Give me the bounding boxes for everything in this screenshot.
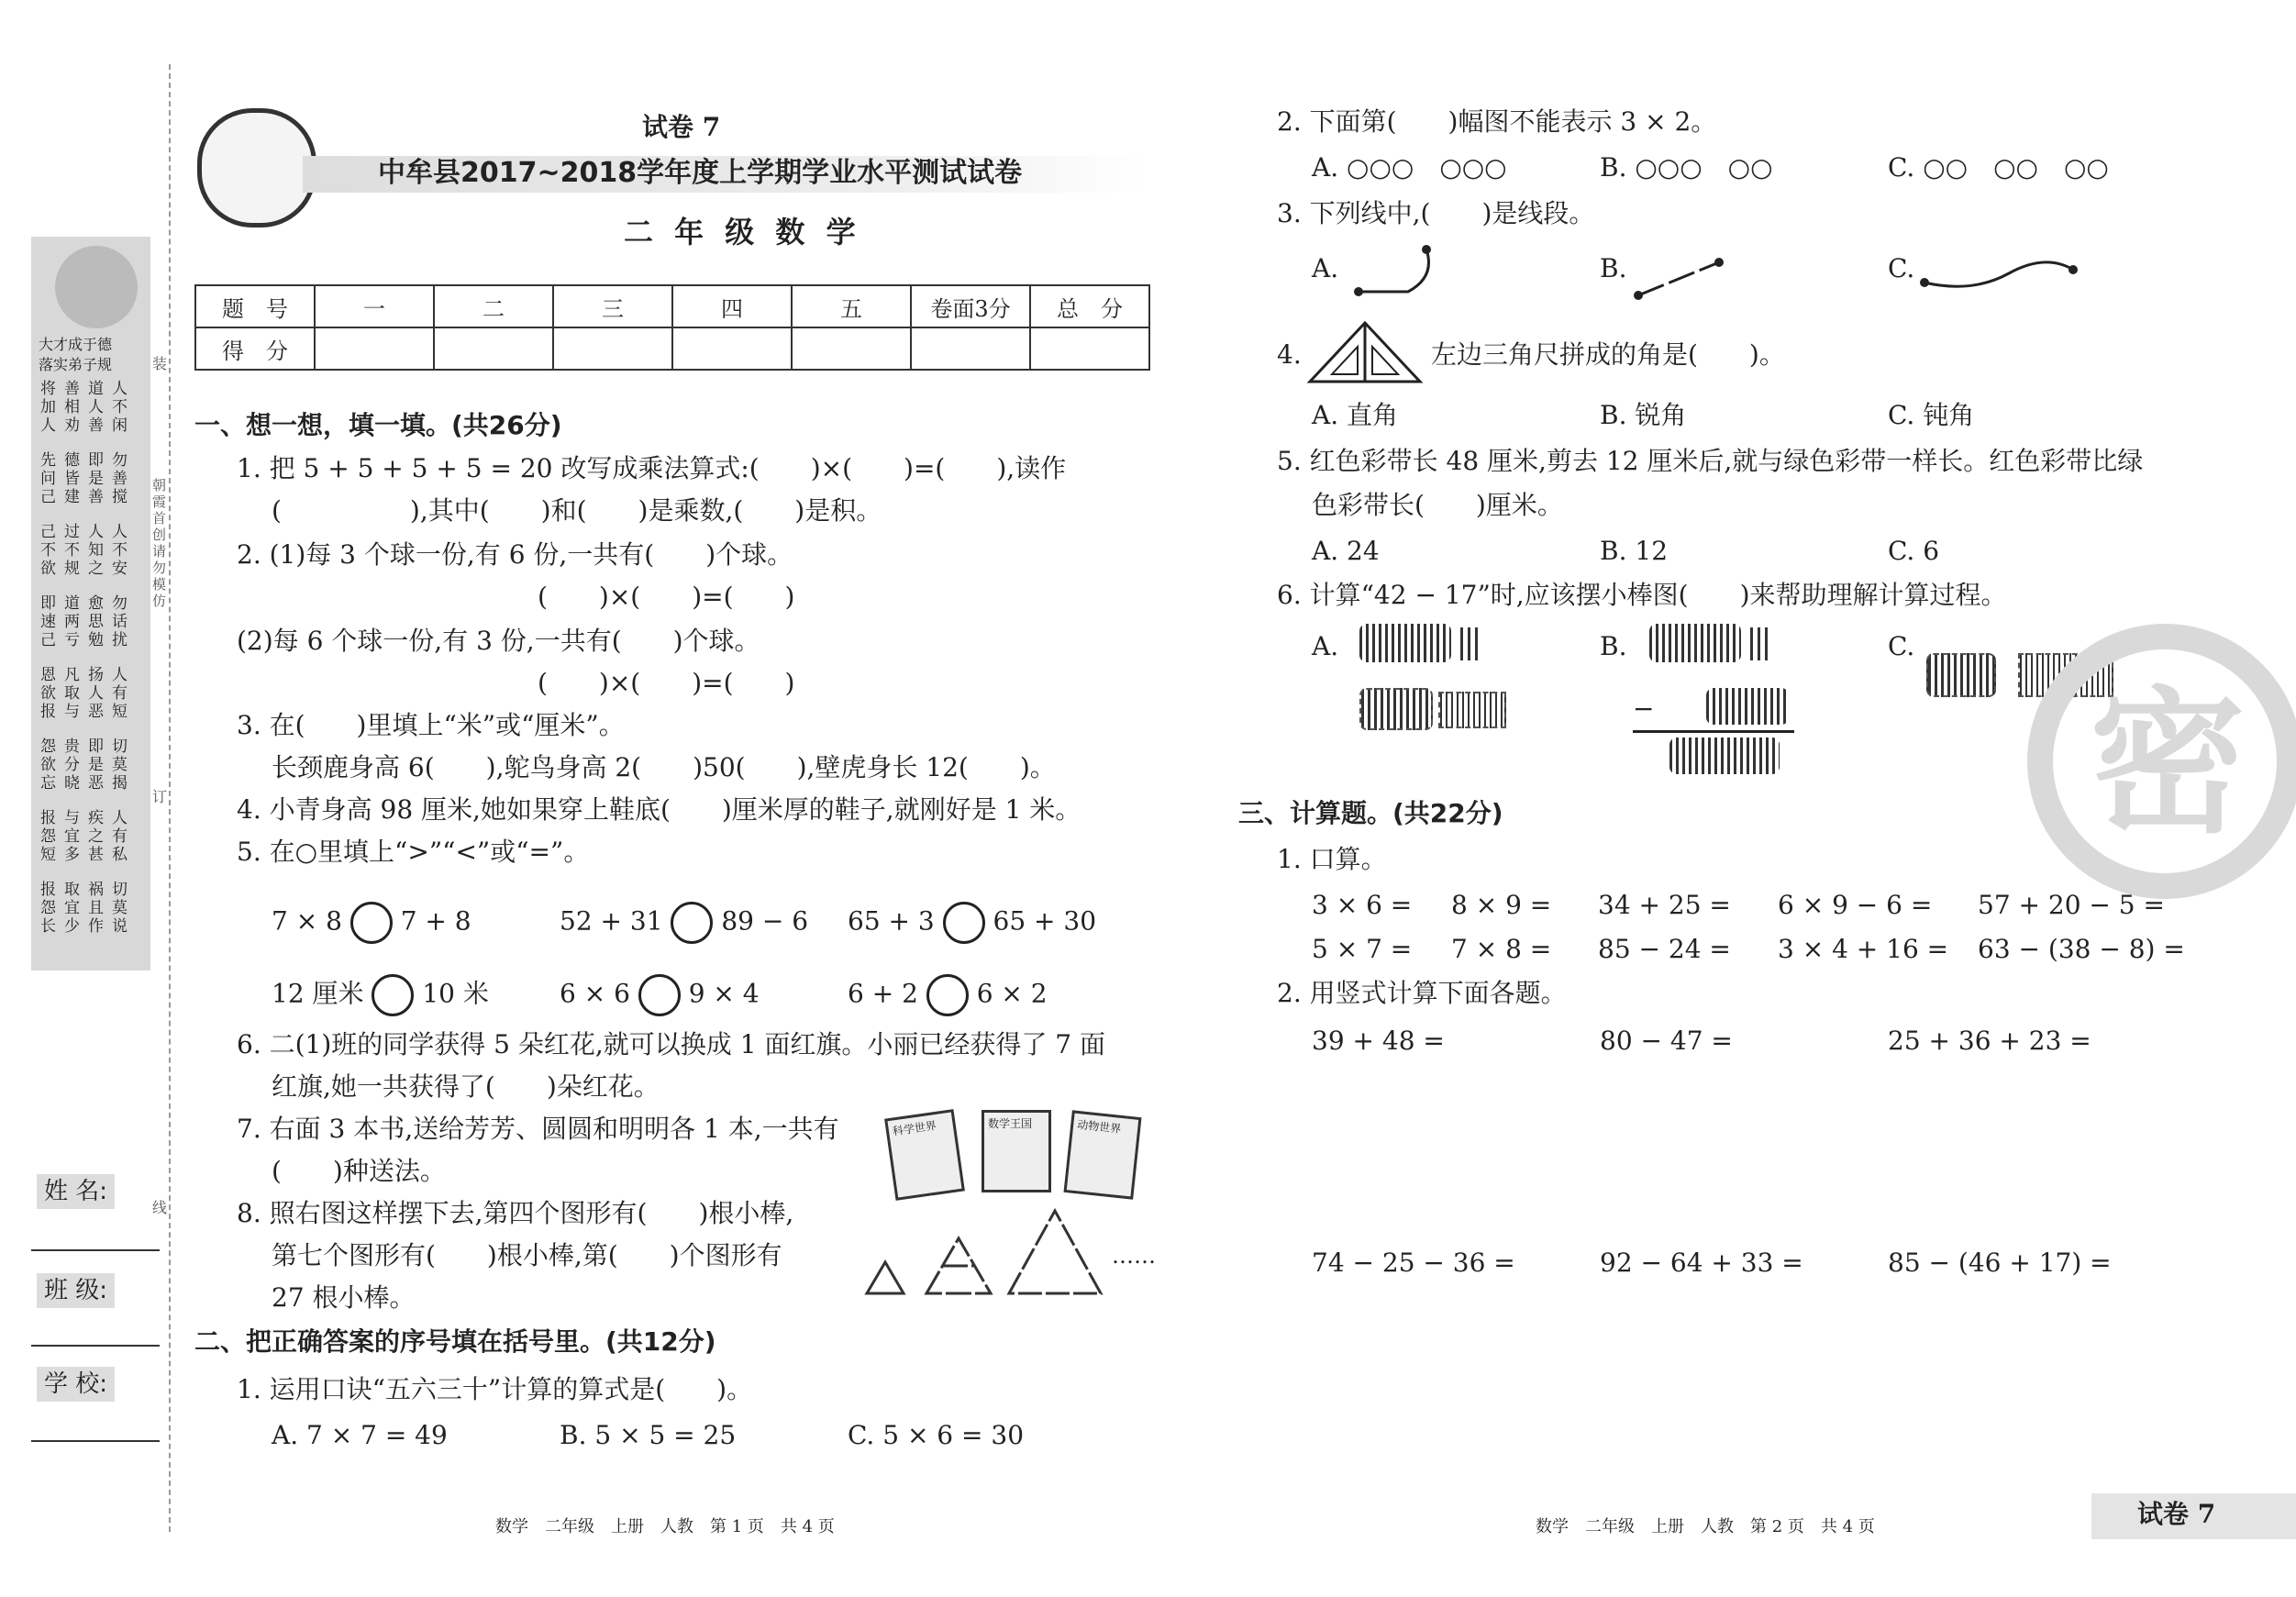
oral-calc[interactable]: 6 × 9 − 6 =: [1778, 890, 1933, 920]
score-row: [195, 327, 1149, 370]
saying-column: 即 速 己: [40, 594, 56, 649]
s2-q6: 6. 计算“42 − 17”时,应该摆小棒图( )来帮助理解计算过程。: [1277, 580, 2007, 610]
s1-q5: 5. 在○里填上“>”“<”或“=”。: [237, 837, 590, 867]
saying-column: 人 不 闲: [112, 380, 128, 435]
name-field[interactable]: [31, 1249, 160, 1251]
vertical-calc[interactable]: 25 + 36 + 23 =: [1888, 1026, 2091, 1056]
vertical-note: 朝霞首创 请勿模仿: [152, 477, 167, 609]
s2-q5-option-c[interactable]: C. 6: [1888, 536, 1940, 566]
compare-circle[interactable]: [943, 902, 985, 944]
compare-circle[interactable]: [671, 902, 713, 944]
stick-bundles: [1926, 653, 1996, 697]
motto-1: 大才成于德: [39, 336, 113, 353]
s2-q6-option-c[interactable]: C.: [1888, 631, 1915, 661]
oral-calc[interactable]: 7 × 8 =: [1451, 934, 1552, 964]
s2-q4-option-c[interactable]: C. 钝角: [1888, 400, 1975, 430]
saying-column: 贵 分 晓: [64, 738, 80, 793]
saying-block: [40, 881, 141, 936]
s2-q4-number: 4.: [1277, 339, 1302, 370]
stick-bundles: [1359, 624, 1451, 662]
vertical-calc[interactable]: 39 + 48 =: [1312, 1026, 1445, 1056]
saying-column: 恩 欲 报: [40, 666, 56, 721]
vertical-calc[interactable]: 85 − (46 + 17) =: [1888, 1248, 2112, 1278]
s1-q8-line2: 第七个图形有( )根小棒,第( )个图形有: [272, 1240, 782, 1270]
saying-block: [40, 738, 141, 793]
compare-left: 65 + 3: [848, 905, 935, 937]
score-header: 五: [792, 285, 911, 327]
saying-column: 道 两 亏: [64, 594, 80, 649]
s1-q2-line1: 2. (1)每 3 个球一份,有 6 份,一共有( )个球。: [237, 539, 793, 570]
score-cell[interactable]: [792, 327, 911, 370]
compare-item: [848, 902, 1096, 944]
s1-q7-line1: 7. 右面 3 本书,送给芳芳、圆圆和明明各 1 本,一共有: [237, 1114, 839, 1144]
saying-column: 人 知 之: [88, 523, 104, 578]
s2-q3-option-b[interactable]: B.: [1600, 253, 1627, 283]
oral-calc[interactable]: 63 − (38 − 8) =: [1978, 934, 2185, 964]
s2-q1-option-c[interactable]: C. 5 × 6 = 30: [848, 1420, 1025, 1450]
oral-calc[interactable]: 8 × 9 =: [1451, 890, 1552, 920]
stick-bundles: [1649, 624, 1741, 662]
saying-column: 人 有 私: [112, 809, 128, 864]
paper-series: 试卷 7: [642, 112, 721, 142]
school-label: 学 校:: [37, 1367, 115, 1402]
s1-q2-line4: ( )×( )=( ): [538, 668, 795, 698]
stamp-glyph: 密: [2090, 673, 2246, 855]
s2-q2-option-b[interactable]: B. ○○○ ○○: [1600, 152, 1773, 183]
compare-right: 89 − 6: [721, 905, 809, 937]
name-label: 姓 名:: [37, 1174, 115, 1209]
compare-left: 12 厘米: [272, 978, 364, 1009]
brand-logo: [197, 108, 316, 227]
score-cell[interactable]: [1030, 327, 1149, 370]
compare-right: 6 × 2: [976, 978, 1048, 1009]
section2-title: 二、把正确答案的序号填在括号里。(共12分): [194, 1326, 716, 1357]
saying-column: 即 是 善: [88, 451, 104, 506]
page-badge: 试卷 7: [2137, 1499, 2216, 1529]
score-table: [194, 284, 1150, 371]
pattern-ellipsis: ……: [1112, 1243, 1156, 1269]
oral-calc[interactable]: 34 + 25 =: [1598, 890, 1731, 920]
s1-q1-line2: ( ),其中( )和( )是乘数,( )是积。: [272, 495, 882, 526]
oral-calc[interactable]: 5 × 7 =: [1312, 934, 1413, 964]
saying-column: 怨 欲 忘: [40, 738, 56, 793]
saying-column: 德 皆 建: [64, 451, 80, 506]
saying-block: [40, 523, 141, 578]
s2-q2-option-a[interactable]: A. ○○○ ○○○: [1312, 152, 1507, 183]
saying-column: 人 有 短: [112, 666, 128, 721]
s2-q2: 2. 下面第( )幅图不能表示 3 × 2。: [1277, 106, 1717, 137]
saying-column: 祸 且 作: [88, 881, 104, 936]
saying-block: [40, 451, 141, 506]
saying-column: 己 不 欲: [40, 523, 56, 578]
compare-item: [272, 902, 471, 944]
subtraction-bar: [1633, 730, 1794, 733]
s2-q6-option-b[interactable]: B.: [1600, 631, 1627, 661]
saying-column: 将 加 人: [40, 380, 56, 435]
paper-title: 中牟县2017~2018学年度上学期学业水平测试试卷: [378, 157, 1023, 189]
s2-q3: 3. 下列线中,( )是线段。: [1277, 198, 1595, 228]
score-header: 二: [434, 285, 553, 327]
s1-q8-line3: 27 根小棒。: [272, 1282, 416, 1313]
curve-line-c: [1917, 257, 2082, 294]
score-header: 题 号: [195, 285, 315, 327]
seal-word-2: 订: [152, 788, 168, 805]
compare-item: [560, 902, 808, 944]
s2-q3-option-a[interactable]: A.: [1312, 253, 1339, 283]
s1-q6-line2: 红旗,她一共获得了( )朵红花。: [272, 1071, 660, 1102]
minus-sign: −: [1633, 693, 1655, 724]
s1-q1-line1: 1. 把 5 + 5 + 5 + 5 = 20 改写成乘法算式:( )×( )=( ),读作: [237, 453, 1067, 483]
s2-q5-option-a[interactable]: A. 24: [1312, 536, 1380, 566]
compare-left: 6 + 2: [848, 978, 918, 1009]
stick-bundles: [1706, 688, 1789, 725]
s2-q5-line1: 5. 红色彩带长 48 厘米,剪去 12 厘米后,就与绿色彩带一样长。红色彩带比绿: [1277, 446, 2144, 476]
footer-right: 数学 二年级 上册 人教 第 2 页 共 4 页: [1536, 1517, 1875, 1536]
saying-column: 切 莫 揭: [112, 738, 128, 793]
saying-block: [40, 380, 141, 435]
score-header: 卷面3分: [911, 285, 1030, 327]
saying-column: 报 怨 短: [40, 809, 56, 864]
compare-left: 52 + 31: [560, 905, 663, 937]
book-title: 数学王国: [988, 1117, 1033, 1130]
score-header-row: [195, 285, 1149, 327]
saying-column: 过 不 规: [64, 523, 80, 578]
seal-word-1: 装: [152, 355, 168, 372]
saying-column: 勿 话 扰: [112, 594, 128, 649]
saying-column: 切 莫 说: [112, 881, 128, 936]
saying-column: 报 怨 长: [40, 881, 56, 936]
triangle-3: [1009, 1211, 1101, 1293]
s3-q1: 1. 口算。: [1277, 844, 1387, 874]
saying-column: 与 宜 多: [64, 809, 80, 864]
s2-q4-option-b[interactable]: B. 锐角: [1600, 400, 1687, 430]
saying-column: 人 不 安: [112, 523, 128, 578]
saying-block: [40, 666, 141, 721]
class-field[interactable]: [31, 1345, 160, 1347]
saying-column: 即 是 恶: [88, 738, 104, 793]
score-header: 一: [315, 285, 434, 327]
compare-item: [560, 974, 760, 1016]
score-header: 总 分: [1030, 285, 1149, 327]
score-cell[interactable]: [434, 327, 553, 370]
score-header: 四: [672, 285, 792, 327]
confidential-stamp: [2027, 624, 2296, 899]
class-label: 班 级:: [37, 1273, 115, 1308]
motto-2: 落实弟子规: [39, 356, 113, 373]
vertical-calc[interactable]: 80 − 47 =: [1600, 1026, 1733, 1056]
score-cell[interactable]: [911, 327, 1030, 370]
vertical-calc[interactable]: 92 − 64 + 33 =: [1600, 1248, 1803, 1278]
stick-bundles: [1359, 688, 1433, 730]
s2-q5-option-b[interactable]: B. 12: [1600, 536, 1669, 566]
subject-title: 二 年 级 数 学: [624, 215, 861, 250]
book-icon: [1064, 1110, 1142, 1199]
oral-calc[interactable]: 57 + 20 − 5 =: [1978, 890, 2165, 920]
score-cell[interactable]: [553, 327, 672, 370]
saying-column: 凡 取 与: [64, 666, 80, 721]
compare-right: 10 米: [422, 978, 489, 1009]
saying-block: [40, 809, 141, 864]
saying-column: 勿 善 搅: [112, 451, 128, 506]
s1-q8-line1: 8. 照右图这样摆下去,第四个图形有( )根小棒,: [237, 1198, 794, 1228]
compare-right: 7 + 8: [400, 905, 471, 937]
triangle-1: [867, 1262, 904, 1293]
footer-left: 数学 二年级 上册 人教 第 1 页 共 4 页: [495, 1517, 835, 1536]
book-title: 科学世界: [892, 1118, 937, 1138]
saying-column: 取 宜 少: [64, 881, 80, 936]
compare-circle[interactable]: [638, 974, 681, 1016]
score-cell[interactable]: [672, 327, 792, 370]
oral-calc[interactable]: 85 − 24 =: [1598, 934, 1731, 964]
score-row-label: 得 分: [195, 327, 315, 370]
compare-circle[interactable]: [350, 902, 393, 944]
saying-column: 善 相 劝: [64, 380, 80, 435]
set-square-figure: [1306, 319, 1425, 385]
score-header: 三: [553, 285, 672, 327]
s2-q1-option-b[interactable]: B. 5 × 5 = 25: [560, 1420, 737, 1450]
book-title: 动物世界: [1076, 1117, 1122, 1136]
compare-circle[interactable]: [926, 974, 969, 1016]
saying-column: 扬 人 恶: [88, 666, 104, 721]
s1-q6-line1: 6. 二(1)班的同学获得 5 朵红花,就可以换成 1 面红旗。小丽已经获得了 7 面: [237, 1029, 1106, 1059]
s1-q3-line2: 长颈鹿身高 6( ),鸵鸟身高 2( )50( ),壁虎身长 12( )。: [272, 752, 1056, 782]
compare-left: 6 × 6: [560, 978, 630, 1009]
triangle-2: [926, 1238, 991, 1293]
s2-q6-option-a[interactable]: A.: [1312, 631, 1339, 661]
s2-q5-line2: 色彩带长( )厘米。: [1312, 490, 1563, 520]
saying-column: 道 人 善: [88, 380, 104, 435]
s2-q4-option-a[interactable]: A. 直角: [1312, 400, 1399, 430]
score-cell[interactable]: [315, 327, 434, 370]
stick-bundle-a: [1359, 624, 1506, 743]
compare-right: 65 + 30: [993, 905, 1097, 937]
s2-q1-option-a[interactable]: A. 7 × 7 = 49: [272, 1420, 448, 1450]
seal-word-3: 线: [152, 1199, 168, 1216]
compare-left: 7 × 8: [272, 905, 342, 937]
section3-title: 三、计算题。(共22分): [1238, 798, 1503, 828]
side-sayings: [40, 380, 141, 952]
oral-calc[interactable]: 3 × 4 + 16 =: [1778, 934, 1949, 964]
s2-q4: 左边三角尺拼成的角是( )。: [1431, 339, 1785, 370]
s1-q2-line2: ( )×( )=( ): [538, 582, 795, 612]
s1-q2-line3: (2)每 6 个球一份,有 3 份,一共有( )个球。: [237, 626, 760, 656]
curve-line-a: [1353, 240, 1454, 297]
saying-column: 先 问 己: [40, 451, 56, 506]
stick-bundles: [1669, 738, 1780, 774]
loose-sticks: [1750, 627, 1769, 660]
book-icon: [884, 1109, 965, 1201]
saying-column: 愈 思 勉: [88, 594, 104, 649]
s1-q7-line2: ( )种送法。: [272, 1156, 446, 1186]
scholar-illustration: [55, 246, 138, 328]
school-field[interactable]: [31, 1440, 160, 1442]
s2-q2-option-c[interactable]: C. ○○ ○○ ○○: [1888, 152, 2109, 183]
book-icon: [982, 1110, 1051, 1192]
s3-q2: 2. 用竖式计算下面各题。: [1277, 978, 1567, 1008]
loose-sticks: [1438, 692, 1506, 728]
binding-line: [169, 64, 171, 1532]
oral-calc[interactable]: 3 × 6 =: [1312, 890, 1413, 920]
s2-q3-option-c[interactable]: C.: [1888, 253, 1915, 283]
s2-q1: 1. 运用口诀“五六三十”计算的算式是( )。: [237, 1374, 753, 1404]
stick-bundle-b: [1633, 624, 1798, 780]
s1-q4: 4. 小青身高 98 厘米,她如果穿上鞋底( )厘米厚的鞋子,就刚好是 1 米。: [237, 794, 1081, 825]
section1-title: 一、想一想，填一填。(共26分): [194, 410, 562, 440]
saying-column: 疾 之 甚: [88, 809, 104, 864]
compare-circle[interactable]: [372, 974, 414, 1016]
compare-item: [848, 974, 1048, 1016]
compare-right: 9 × 4: [688, 978, 760, 1009]
segment-line-b: [1631, 253, 1732, 303]
compare-item: [272, 974, 489, 1016]
vertical-calc[interactable]: 74 − 25 − 36 =: [1312, 1248, 1515, 1278]
triangle-sticks-figure: [862, 1202, 1119, 1297]
loose-sticks: [1460, 627, 1479, 660]
saying-block: [40, 594, 141, 649]
s1-q3-line1: 3. 在( )里填上“米”或“厘米”。: [237, 710, 625, 740]
